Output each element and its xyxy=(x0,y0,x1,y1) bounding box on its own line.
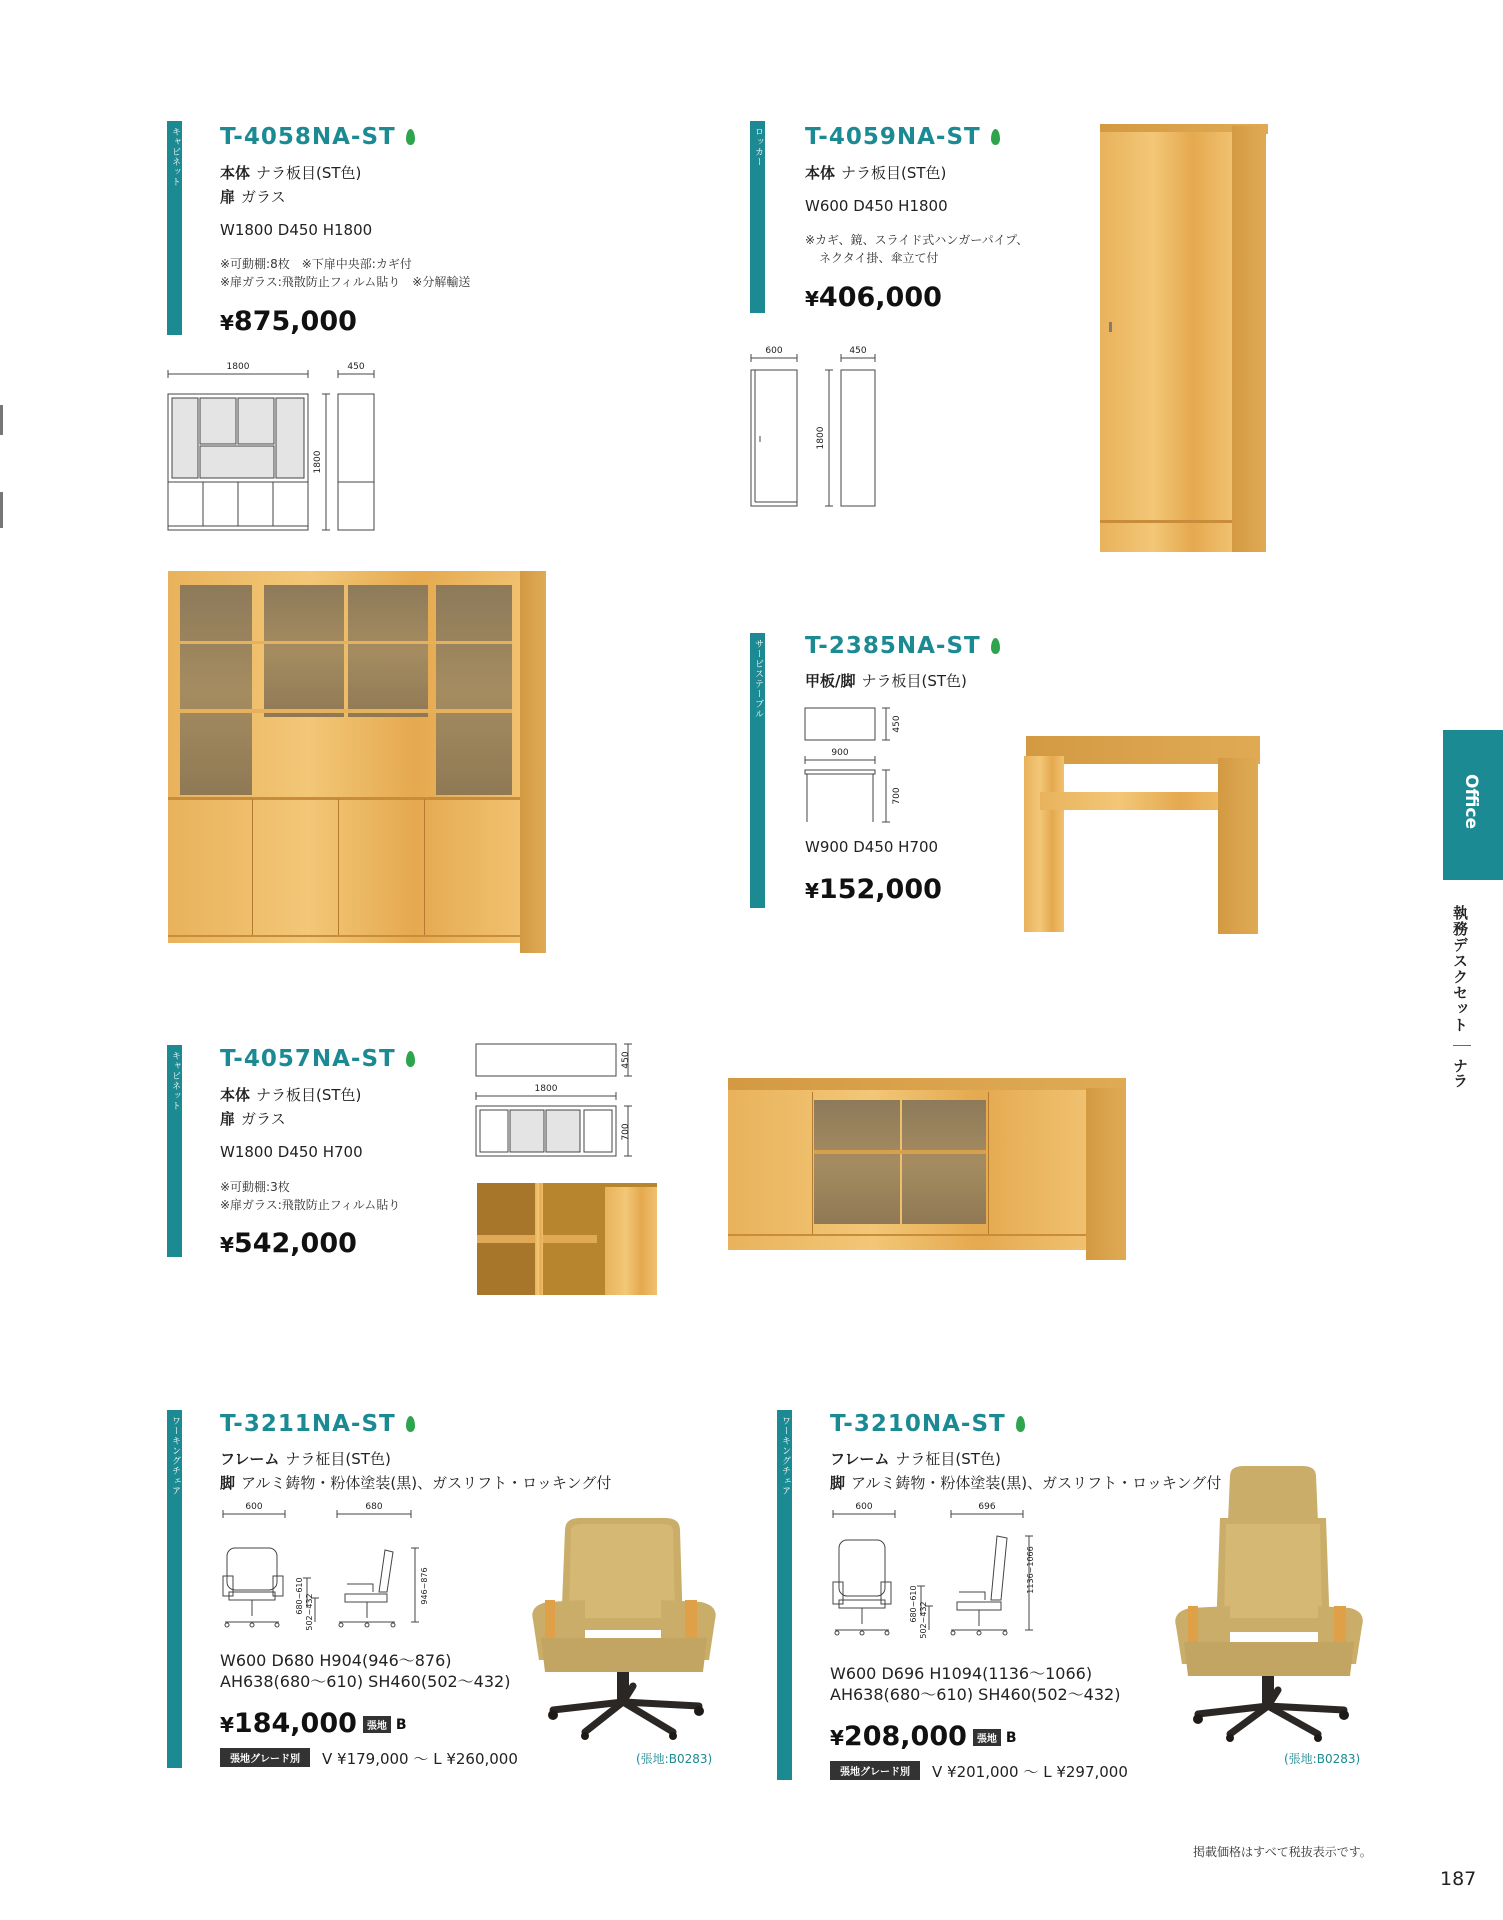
glass-door xyxy=(436,585,512,795)
glass-door xyxy=(902,1100,986,1224)
dimension-drawing xyxy=(470,1040,640,1170)
door-divider xyxy=(168,797,520,800)
spec-key: 扉 xyxy=(220,1110,236,1128)
size-line: AH638(680～610) SH460(502～432) xyxy=(220,1672,511,1691)
dim-label-d: 680 xyxy=(365,1502,383,1512)
category-label: サービステーブル xyxy=(753,639,763,719)
spec-key: 甲板/脚 xyxy=(805,672,856,690)
price-value: 152,000 xyxy=(818,874,942,905)
dim-label-d: 450 xyxy=(892,715,902,733)
spec-value: ナラ板目(ST色) xyxy=(256,164,362,182)
product-photo xyxy=(1100,124,1268,554)
dim-label-sh: 502~432 xyxy=(919,1601,928,1639)
size-line: AH638(680～610) SH460(502～432) xyxy=(830,1685,1121,1704)
spec-key: 本体 xyxy=(805,164,836,182)
yen-sign: ¥ xyxy=(220,1233,234,1257)
price-value: 184,000 xyxy=(233,1708,357,1739)
grade-v-price: V ¥179,000 xyxy=(322,1750,409,1768)
shelf-line xyxy=(180,709,512,713)
eco-leaf-icon xyxy=(406,1051,415,1067)
dim-label-w: 900 xyxy=(831,748,849,758)
grade-tilde: ～ xyxy=(413,1750,429,1768)
spec-line xyxy=(220,1084,361,1105)
glass-door xyxy=(180,585,252,795)
spec-value: アルミ鋳物・粉体塗装(黒)、ガスリフト・ロッキング付 xyxy=(241,1474,612,1492)
product-photo xyxy=(1022,736,1262,936)
spec-line xyxy=(805,162,946,183)
spec-value: ナラ板目(ST色) xyxy=(256,1086,362,1104)
size-line: W900 D450 H700 xyxy=(805,838,939,856)
side-tab xyxy=(1443,730,1503,880)
yen-sign: ¥ xyxy=(830,1726,844,1750)
interior-divider xyxy=(535,1183,543,1295)
category-label: キャビネット xyxy=(170,127,180,187)
spec-value: ナラ柾目(ST色) xyxy=(895,1450,1001,1468)
dim-label-w: 600 xyxy=(765,346,783,356)
grade-range xyxy=(220,1748,518,1769)
glass-door xyxy=(264,585,344,717)
yen-sign: ¥ xyxy=(805,287,819,311)
yen-sign: ¥ xyxy=(805,879,819,903)
yen-sign: ¥ xyxy=(220,311,234,335)
grade-range xyxy=(830,1761,1128,1782)
category-label: キャビネット xyxy=(170,1051,180,1111)
spec-line xyxy=(805,670,967,691)
spec-line xyxy=(830,1448,1001,1469)
eco-leaf-icon xyxy=(991,129,1000,145)
price-value: 542,000 xyxy=(233,1228,357,1259)
category-label: ロッカー xyxy=(753,127,763,167)
glass-door xyxy=(348,585,428,717)
note-line: ※扉ガラス:飛散防止フィルム貼り ※分解輸送 xyxy=(220,275,471,289)
door-divider xyxy=(338,799,339,935)
dim-label-d: 450 xyxy=(347,362,365,372)
category-bar xyxy=(167,1045,182,1257)
dim-label-h: 1136~1066 xyxy=(1026,1546,1035,1594)
spec-line xyxy=(220,1448,391,1469)
cabinet-side xyxy=(1086,1088,1126,1260)
model-code: T-4058NA-ST xyxy=(220,124,396,150)
grade-label: 張地グレード別 xyxy=(220,1748,310,1767)
grade-l-price: L ¥297,000 xyxy=(1043,1763,1128,1781)
side-divider xyxy=(1453,1045,1471,1046)
locker-door xyxy=(1100,132,1232,552)
spec-line xyxy=(830,1472,1221,1493)
dimension-drawing xyxy=(160,360,380,535)
category-bar xyxy=(750,633,765,908)
dim-label-w: 1800 xyxy=(534,1084,558,1094)
dim-label-h: 1800 xyxy=(313,450,323,474)
price-value: 875,000 xyxy=(233,306,357,337)
grade-tilde: ～ xyxy=(1023,1763,1039,1781)
table-leg-left xyxy=(1024,756,1064,932)
dimension-drawing xyxy=(800,700,910,830)
size-line: W600 D450 H1800 xyxy=(805,197,948,215)
category-bar xyxy=(777,1410,792,1780)
dim-label-d: 450 xyxy=(849,346,867,356)
eco-leaf-icon xyxy=(1016,1416,1025,1432)
price xyxy=(220,1228,357,1259)
product-photo xyxy=(1168,1462,1368,1742)
margin-mark xyxy=(0,405,3,435)
spec-value: アルミ鋳物・粉体塗装(黒)、ガスリフト・ロッキング付 xyxy=(851,1474,1222,1492)
door-divider xyxy=(252,799,253,935)
spec-key: 本体 xyxy=(220,1086,251,1104)
dim-label-d: 450 xyxy=(621,1051,631,1069)
price xyxy=(805,282,942,313)
plinth xyxy=(728,1234,1086,1236)
yen-sign: ¥ xyxy=(220,1713,234,1737)
spec-line xyxy=(220,1472,611,1493)
side-tab-label: Office xyxy=(1461,774,1481,830)
key-icon xyxy=(1109,322,1112,332)
model-title xyxy=(220,124,415,150)
dim-label-d: 696 xyxy=(978,1502,996,1512)
spec-key: フレーム xyxy=(830,1450,890,1468)
page-number: 187 xyxy=(1440,1868,1477,1890)
model-title xyxy=(805,124,1000,150)
model-title xyxy=(830,1411,1025,1437)
category-bar xyxy=(750,121,765,313)
category-label: ワーキングチェア xyxy=(170,1416,180,1496)
cabinet-side xyxy=(520,571,546,953)
spec-value: ナラ柾目(ST色) xyxy=(285,1450,391,1468)
spec-key: 脚 xyxy=(830,1474,846,1492)
grade-l-price: L ¥260,000 xyxy=(433,1750,518,1768)
shelf-line xyxy=(814,1150,986,1154)
spec-value: ガラス xyxy=(241,188,286,206)
note-line: ※カギ、鏡、スライド式ハンガーパイプ、 xyxy=(805,233,1029,247)
category-label: ワーキングチェア xyxy=(780,1416,790,1496)
dim-label-w: 600 xyxy=(855,1502,873,1512)
spec-line xyxy=(220,1108,286,1129)
model-title xyxy=(220,1046,415,1072)
fabric-tag: 張地 xyxy=(973,1729,1001,1746)
open-door xyxy=(605,1187,657,1295)
size-line: W600 D680 H904(946～876) xyxy=(220,1651,452,1670)
model-code: T-4059NA-ST xyxy=(805,124,981,150)
spec-value: ガラス xyxy=(241,1110,286,1128)
spec-value: ナラ板目(ST色) xyxy=(841,164,947,182)
product-photo xyxy=(525,1510,725,1740)
side-sub: ナラ xyxy=(1451,1058,1469,1088)
shelf-line xyxy=(180,641,512,644)
plinth xyxy=(168,935,520,937)
dim-label-w: 1800 xyxy=(226,362,250,372)
table-leg-right xyxy=(1218,758,1258,934)
model-code: T-3210NA-ST xyxy=(830,1411,1006,1437)
door-divider xyxy=(988,1092,989,1234)
fabric-grade: B xyxy=(395,1717,407,1733)
locker-side xyxy=(1232,126,1266,552)
size-line: W1800 D450 H700 xyxy=(220,1143,363,1161)
spec-key: 脚 xyxy=(220,1474,236,1492)
fabric-tag: 張地 xyxy=(363,1716,391,1733)
dim-label-h: 1800 xyxy=(816,426,826,450)
grade-label: 張地グレード別 xyxy=(830,1761,920,1780)
price-value: 406,000 xyxy=(818,282,942,313)
model-code: T-4057NA-ST xyxy=(220,1046,396,1072)
fabric-code: (張地:B0283) xyxy=(1284,1752,1361,1766)
note-line: ネクタイ掛、傘立て付 xyxy=(819,251,939,265)
fabric-code: (張地:B0283) xyxy=(636,1752,713,1766)
eco-leaf-icon xyxy=(991,638,1000,654)
fabric-grade: B xyxy=(1005,1730,1017,1746)
dim-label-h: 700 xyxy=(621,1123,631,1141)
dim-label-h: 946~876 xyxy=(420,1567,429,1605)
dimension-drawing xyxy=(215,1500,430,1640)
note-line: ※扉ガラス:飛散防止フィルム貼り xyxy=(220,1198,401,1212)
price xyxy=(830,1721,1017,1752)
dim-label-ah: 680~610 xyxy=(909,1585,918,1623)
dim-label-ah: 680~610 xyxy=(295,1577,304,1615)
tax-note: 掲載価格はすべて税抜表示です。 xyxy=(1193,1845,1372,1859)
price xyxy=(220,1708,407,1739)
eco-leaf-icon xyxy=(406,1416,415,1432)
side-category: 執務デスクセット xyxy=(1451,905,1469,1033)
door-divider xyxy=(812,1092,813,1234)
door-divider xyxy=(424,799,425,935)
locker-plinth xyxy=(1100,520,1232,523)
spec-line xyxy=(220,186,286,207)
price-value: 208,000 xyxy=(843,1721,967,1752)
table-shelf xyxy=(1040,792,1240,810)
product-photo xyxy=(728,1078,1128,1264)
margin-mark xyxy=(0,492,3,528)
dim-label-w: 600 xyxy=(245,1502,263,1512)
category-bar xyxy=(167,1410,182,1768)
category-bar xyxy=(167,121,182,335)
note-line: ※可動棚:8枚 ※下扉中央部:カギ付 xyxy=(220,257,412,271)
model-code: T-2385NA-ST xyxy=(805,633,981,659)
model-title xyxy=(805,633,1000,659)
glass-door xyxy=(814,1100,900,1224)
note-line: ※可動棚:3枚 xyxy=(220,1180,290,1194)
spec-line xyxy=(220,162,361,183)
spec-key: 本体 xyxy=(220,164,251,182)
spec-value: ナラ板目(ST色) xyxy=(861,672,967,690)
eco-leaf-icon xyxy=(406,129,415,145)
model-code: T-3211NA-ST xyxy=(220,1411,396,1437)
spec-key: フレーム xyxy=(220,1450,280,1468)
dimension-drawing xyxy=(745,344,885,514)
size-line: W600 D696 H1094(1136～1066) xyxy=(830,1664,1093,1683)
spec-key: 扉 xyxy=(220,188,236,206)
model-title xyxy=(220,1411,415,1437)
product-photo xyxy=(168,571,548,953)
dimension-drawing xyxy=(825,1500,1040,1650)
grade-v-price: V ¥201,000 xyxy=(932,1763,1019,1781)
dim-label-h: 700 xyxy=(892,787,902,805)
price xyxy=(220,306,357,337)
size-line: W1800 D450 H1800 xyxy=(220,221,373,239)
dim-label-sh: 502~432 xyxy=(305,1593,314,1631)
detail-photo xyxy=(477,1183,657,1295)
price xyxy=(805,874,942,905)
